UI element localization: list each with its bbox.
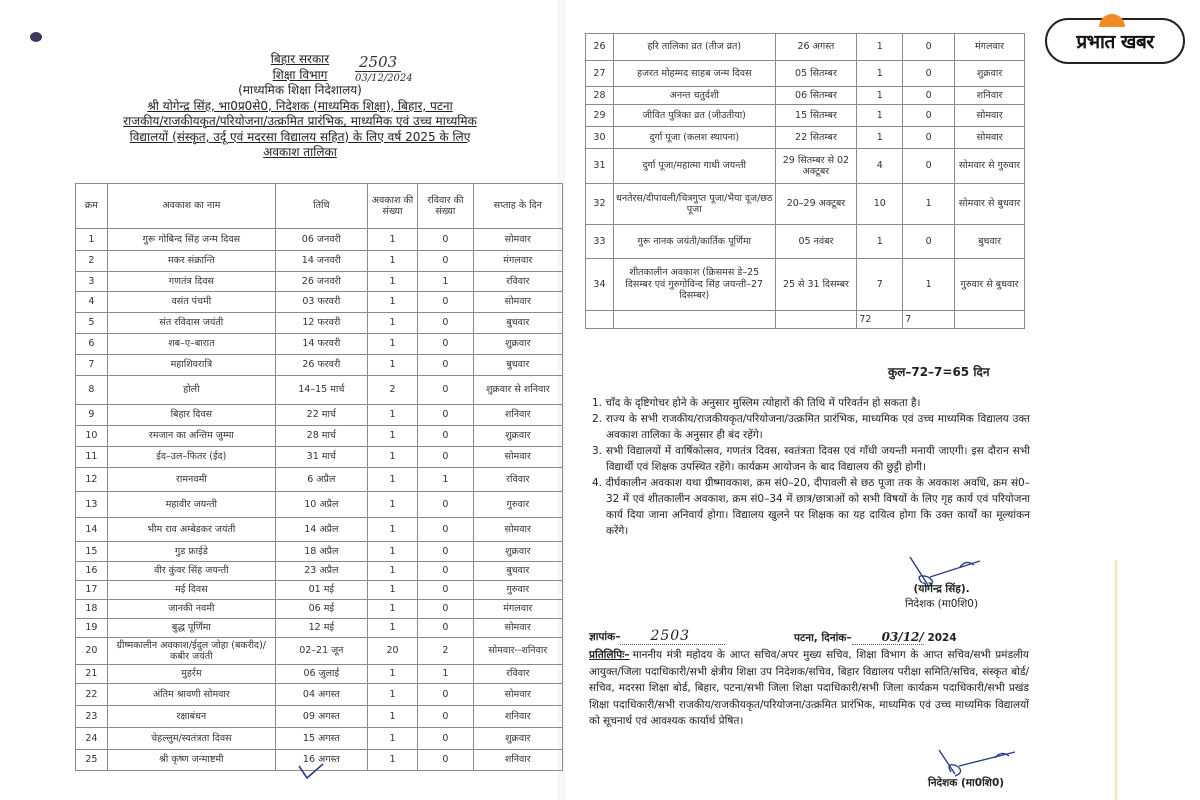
document-header	[60, 52, 540, 161]
holiday-name-cell: रक्षाबंधन	[107, 706, 275, 728]
holiday-name-cell: दुर्गा पूजा (कलश स्थापना)	[613, 127, 775, 149]
dispatch-line	[589, 628, 1029, 645]
holiday-name-cell: बुद्ध पूर्णिमा	[107, 619, 275, 638]
table-row	[586, 61, 1025, 87]
holiday-name-cell: हरि तालिका व्रत (तीज व्रत)	[613, 34, 775, 61]
col-header-holiday-count: अवकाश की संख्या	[367, 184, 418, 229]
paper-edge-line	[1115, 560, 1117, 800]
sunday-count-cell: 0	[903, 127, 955, 149]
holiday-count-cell: 1	[857, 87, 903, 105]
table-row	[76, 581, 563, 600]
serial-cell: 12	[76, 468, 108, 492]
weekday-cell: रविवार	[473, 272, 562, 292]
serial-cell: 33	[586, 225, 614, 259]
holiday-count-cell: 1	[367, 600, 418, 619]
table-row	[76, 376, 563, 405]
memo-date: 03/12/2024	[355, 73, 413, 84]
sunday-count-cell: 2	[418, 638, 473, 665]
holiday-name-cell: हजरत मोहम्मद साहब जन्म दिवस	[613, 61, 775, 87]
sunday-count-cell: 0	[418, 355, 473, 376]
table-row	[76, 638, 563, 665]
serial-cell: 24	[76, 728, 108, 750]
date-cell: 22 सितम्बर	[775, 127, 857, 149]
table-row	[586, 184, 1025, 225]
serial-cell: 32	[586, 184, 614, 225]
table-row	[586, 105, 1025, 127]
note-item: 1. चाँद के दृष्टिगोचर होने के अनुसार मुस्लिम त्योहारों की तिथि में परिवर्तन हो सकता है।	[592, 397, 921, 409]
serial-cell: 29	[586, 105, 614, 127]
date-cell: 14 जनवरी	[275, 251, 367, 272]
holiday-name-cell: श्री कृष्ण जन्माष्टमी	[107, 750, 275, 771]
table-row	[76, 492, 563, 518]
weekday-cell: बुधवार	[955, 225, 1025, 259]
serial-cell: 21	[76, 665, 108, 684]
date-cell: 29 सितम्बर से 02 अक्टूबर	[775, 149, 857, 184]
total-sundays: 7	[903, 311, 955, 329]
holiday-name-cell: चेहल्लुम/स्वतंत्रता दिवस	[107, 728, 275, 750]
table-row	[76, 334, 563, 355]
sunday-count-cell: 1	[418, 665, 473, 684]
weekday-cell: सोमवार	[473, 619, 562, 638]
date-cell: 26 फरवरी	[275, 355, 367, 376]
publisher-logo	[1045, 18, 1185, 64]
holiday-name-cell: मुहर्रम	[107, 665, 275, 684]
holiday-count-cell: 1	[367, 706, 418, 728]
table-header-row	[76, 184, 563, 229]
copy-to-label: प्रतिलिपिः–	[589, 649, 630, 661]
signatory-name: (योगेन्द्र सिंह).	[913, 583, 970, 595]
weekday-cell: बुधवार	[473, 562, 562, 581]
sunday-count-cell: 0	[903, 225, 955, 259]
holiday-name-cell: गुड फ्राईडे	[107, 542, 275, 562]
table-row	[76, 619, 563, 638]
serial-cell: 15	[76, 542, 108, 562]
weekday-cell: शनिवार	[955, 87, 1025, 105]
holiday-count-cell: 1	[367, 542, 418, 562]
copy-to-text: माननीय मंत्री महोदय के आप्त सचिव/अपर मुख्य सचिव, शिक्षा विभाग के आप्त सचिव/सभी प्रमंडलीय आयुक्त/जिला पदाधिकारी/सभी क्षेत्रीय शिक्षा उप निदेशक/सचिव, बिहार विद्यालय परीक्षा समिति/सचिव, संस्कृत बोर्ड/सचिव, मदरसा शिक्षा बोर्ड, बिहार, पटना/सभी जिला शिक्षा पदाधिकारी/सभी जिला कार्यक्रम पदाधिकारी/सभी प्रखंड शिक्षा पदाधिकारी/सभी राजकीय/राजकीयकृत/परियोजना/उत्क्रमित प्रारंभिक, माध्यमिक एवं उच्च माध्यमिक विद्यालयों को सूचनार्थ एवं आवश्यक कार्यार्थ प्रेषित।	[589, 649, 1029, 728]
table-row	[76, 292, 563, 313]
table-row	[586, 225, 1025, 259]
sunday-count-cell: 0	[903, 105, 955, 127]
table-row	[586, 149, 1025, 184]
sunday-count-cell: 0	[418, 447, 473, 468]
table-row	[76, 706, 563, 728]
holiday-count-cell: 1	[367, 251, 418, 272]
weekday-cell: गुरुवार	[473, 492, 562, 518]
date-cell: 16 अगस्त	[275, 750, 367, 771]
holiday-name-cell: बिहार दिवस	[107, 405, 275, 426]
holiday-count-cell: 1	[857, 34, 903, 61]
holiday-count-cell: 1	[367, 313, 418, 334]
sunday-count-cell: 0	[418, 518, 473, 542]
date-cell: 01 मई	[275, 581, 367, 600]
sunday-count-cell: 0	[418, 251, 473, 272]
serial-cell: 27	[586, 61, 614, 87]
weekday-cell: मंगलवार	[473, 600, 562, 619]
header-scope-line-1: राजकीय/राजकीयकृत/परियोजना/उत्क्रमित प्रारंभिक, माध्यमिक एवं उच्च माध्यमिक	[123, 114, 477, 128]
holiday-count-cell: 1	[367, 619, 418, 638]
holiday-name-cell: रमजान का अन्तिम जुम्मा	[107, 426, 275, 447]
date-cell: 12 फरवरी	[275, 313, 367, 334]
weekday-cell: गुरुवार	[473, 581, 562, 600]
holiday-count-cell: 1	[367, 355, 418, 376]
serial-cell: 7	[76, 355, 108, 376]
sunday-count-cell: 0	[418, 492, 473, 518]
table-row	[586, 87, 1025, 105]
col-header-date: तिथि	[275, 184, 367, 229]
holiday-count-cell: 1	[367, 426, 418, 447]
date-cell: 25 से 31 दिसम्बर	[775, 259, 857, 311]
holiday-name-cell: महाशिवरात्रि	[107, 355, 275, 376]
table-row	[76, 313, 563, 334]
holiday-count-cell: 1	[367, 292, 418, 313]
serial-cell: 1	[76, 229, 108, 251]
serial-cell: 2	[76, 251, 108, 272]
sunday-count-cell: 0	[418, 313, 473, 334]
sunday-count-cell: 0	[418, 405, 473, 426]
sunday-count-cell: 0	[418, 619, 473, 638]
weekday-cell: शुक्रवार	[473, 542, 562, 562]
date-cell: 6 अप्रैल	[275, 468, 367, 492]
holiday-count-cell: 10	[857, 184, 903, 225]
background-margin	[1048, 0, 1200, 800]
weekday-cell: सोमवार	[955, 105, 1025, 127]
weekday-cell: गुरुवार से बुधवार	[955, 259, 1025, 311]
holiday-name-cell: भीम राव अम्बेडकर जयंती	[107, 518, 275, 542]
serial-cell: 23	[76, 706, 108, 728]
date-cell: 03 फरवरी	[275, 292, 367, 313]
table-row	[586, 34, 1025, 61]
date-cell: 12 मई	[275, 619, 367, 638]
col-header-serial: क्रम	[76, 184, 108, 229]
sunday-count-cell: 0	[418, 706, 473, 728]
holiday-count-cell: 1	[367, 492, 418, 518]
table-row	[76, 728, 563, 750]
serial-cell: 3	[76, 272, 108, 292]
holiday-count-cell: 1	[367, 665, 418, 684]
sunday-count-cell: 0	[418, 334, 473, 355]
date-cell: 05 नवंबर	[775, 225, 857, 259]
serial-cell: 18	[76, 600, 108, 619]
header-department: शिक्षा विभाग	[272, 67, 328, 82]
weekday-cell: शनिवार	[473, 706, 562, 728]
sunday-count-cell: 0	[418, 562, 473, 581]
note-item: 3. सभी विद्यालयों में वार्षिकोत्सव, गणतंत्र दिवस, स्वतंत्रता दिवस एवं गाँधी जयन्ती मनायी जाएगी। इस दौरान सभी विद्यार्थी एवं शिक्षक उपस्थित रहेंगे। कार्यक्रम आयोजन के बाद विद्यालय की छुट्टी होगी।	[592, 445, 1030, 473]
holiday-table-part-2	[585, 33, 1025, 329]
sunday-count-cell: 0	[903, 87, 955, 105]
check-mark-icon	[295, 760, 325, 782]
holiday-name-cell: संत रविदास जयंती	[107, 313, 275, 334]
holiday-name-cell: ग्रीष्मकालीन अवकाश/ईदुल जोहा (बकरीद)/कबीर जयंती	[107, 638, 275, 665]
table-row	[76, 355, 563, 376]
sunday-count-cell: 0	[418, 581, 473, 600]
serial-cell: 9	[76, 405, 108, 426]
date-cell: 06 सितम्बर	[775, 87, 857, 105]
weekday-cell: शुक्रवार से शनिवार	[473, 376, 562, 405]
place-date-label: पटना, दिनांक–	[794, 632, 852, 644]
holiday-count-cell: 7	[857, 259, 903, 311]
serial-cell: 25	[76, 750, 108, 771]
note-item: 2. राज्य के सभी राजकीय/राजकीयकृत/परियोजना/उत्क्रमित प्रारंभिक, माध्यमिक एवं उच्च माध्यमिक विद्यालय उक्त अवकाश तालिका के अनुसार ही बंद रहेंगे।	[592, 413, 1030, 441]
copy-signatory-designation: निदेशक (मा0शि0)	[928, 777, 1005, 789]
holiday-table-part-1	[75, 183, 563, 771]
date-cell: 15 सितम्बर	[775, 105, 857, 127]
header-scope-line-2: विद्यालयों (संस्कृत, उर्दू एवं मदरसा विद्यालय सहित) के लिए वर्ष 2025 के लिए	[129, 129, 471, 144]
date-cell: 18 अप्रैल	[275, 542, 367, 562]
table-row	[76, 229, 563, 251]
holiday-count-cell: 2	[367, 376, 418, 405]
table-row	[76, 405, 563, 426]
header-issuer: श्री योगेन्द्र सिंह, भा0प्र0से0, निदेशक (माध्यमिक शिक्षा), बिहार, पटना	[147, 98, 453, 113]
serial-cell: 31	[586, 149, 614, 184]
date-cell: 28 मार्च	[275, 426, 367, 447]
table-row	[76, 251, 563, 272]
holiday-name-cell: होली	[107, 376, 275, 405]
serial-cell: 34	[586, 259, 614, 311]
weekday-cell: रविवार	[473, 468, 562, 492]
weekday-cell: बुधवार	[473, 355, 562, 376]
table-row	[76, 447, 563, 468]
holiday-name-cell: जीवित पुत्रिका व्रत (जीउतीया)	[613, 105, 775, 127]
total-holidays: 72	[857, 311, 903, 329]
note-item: 4. दीर्घकालीन अवकाश यथा ग्रीष्मावकाश, क्रम सं0–20, दीपावली से छठ पूजा तक के अवकाश अवधि, क्रम सं0–32 में एवं शीतकालीन अवकाश, क्रम सं0–34 में छात्र/छात्राओं को सभी विषयों के लिए गृह कार्य एवं परियोजना कार्य दिया जाना अनिवार्य होगा। विद्यालय खुलने पर शिक्षक का यह दायित्व होगा कि उक्त कार्यों का मूल्यांकन करेंगे।	[592, 477, 1030, 537]
date-cell: 20–29 अक्टूबर	[775, 184, 857, 225]
sunday-count-cell: 0	[418, 600, 473, 619]
handwritten-memo-number	[355, 52, 413, 84]
signatory-designation: निदेशक (मा0शि0)	[905, 598, 979, 610]
holiday-name-cell: रामनवमी	[107, 468, 275, 492]
weekday-cell: सोमवार से बुधवार	[955, 184, 1025, 225]
table-row	[76, 518, 563, 542]
holiday-count-cell: 1	[367, 684, 418, 706]
holiday-name-cell: अंतिम श्रावणी सोमवार	[107, 684, 275, 706]
table-row	[76, 468, 563, 492]
holiday-count-cell: 1	[367, 447, 418, 468]
holiday-count-cell: 1	[367, 272, 418, 292]
table-row	[76, 684, 563, 706]
col-header-holiday-name: अवकाश का नाम	[107, 184, 275, 229]
holiday-name-cell: महावीर जयन्ती	[107, 492, 275, 518]
serial-cell: 11	[76, 447, 108, 468]
sunday-count-cell: 0	[903, 34, 955, 61]
table-total-row	[586, 311, 1025, 329]
serial-cell: 22	[76, 684, 108, 706]
table-row	[76, 272, 563, 292]
document-title: अवकाश तालिका	[263, 145, 337, 159]
holiday-count-cell: 1	[857, 225, 903, 259]
date-cell: 09 अगस्त	[275, 706, 367, 728]
dispatch-label: ज्ञापांक–	[589, 631, 621, 643]
holiday-count-cell: 4	[857, 149, 903, 184]
holiday-name-cell: गुरू नानक जयंती/कार्तिक पूर्णिमा	[613, 225, 775, 259]
holiday-name-cell: जानकी नवमी	[107, 600, 275, 619]
weekday-cell: सोमवार	[955, 127, 1025, 149]
date-cell: 23 अप्रैल	[275, 562, 367, 581]
copy-to-section	[589, 647, 1029, 730]
dispatch-year: 2024	[927, 632, 957, 644]
weekday-cell: सोमवार	[473, 684, 562, 706]
holiday-name-cell: गणतंत्र दिवस	[107, 272, 275, 292]
weekday-cell: शुक्रवार	[473, 426, 562, 447]
date-cell: 05 सितम्बर	[775, 61, 857, 87]
serial-cell: 8	[76, 376, 108, 405]
holiday-count-cell: 1	[367, 750, 418, 771]
serial-cell: 14	[76, 518, 108, 542]
weekday-cell: शुक्रवार	[473, 728, 562, 750]
table-row	[586, 127, 1025, 149]
table-row	[76, 665, 563, 684]
weekday-cell: सोमवार	[473, 518, 562, 542]
date-cell: 02–21 जून	[275, 638, 367, 665]
date-cell: 14 अप्रैल	[275, 518, 367, 542]
sunday-count-cell: 0	[903, 149, 955, 184]
weekday-cell: सोमवार	[473, 229, 562, 251]
sunday-count-cell: 1	[903, 184, 955, 225]
holiday-name-cell: मकर संक्रान्ति	[107, 251, 275, 272]
weekday-cell: शुक्रवार	[473, 334, 562, 355]
serial-cell: 4	[76, 292, 108, 313]
publisher-logo-text: प्रभात खबर	[1076, 31, 1154, 53]
sunday-count-cell: 0	[418, 426, 473, 447]
notes-list	[590, 395, 1030, 539]
holiday-name-cell: वीर कुंवर सिंह जयन्ती	[107, 562, 275, 581]
table-row	[76, 600, 563, 619]
weekday-cell: शुक्रवार	[955, 61, 1025, 87]
date-cell: 10 अप्रैल	[275, 492, 367, 518]
weekday-cell: मंगलवार	[955, 34, 1025, 61]
holiday-count-cell: 1	[367, 229, 418, 251]
weekday-cell: शनिवार	[473, 750, 562, 771]
holiday-count-cell: 1	[367, 581, 418, 600]
holiday-name-cell: मई दिवस	[107, 581, 275, 600]
weekday-cell: सोमवार	[473, 447, 562, 468]
sunday-count-cell: 0	[418, 684, 473, 706]
holiday-count-cell: 1	[367, 334, 418, 355]
date-cell: 14 फरवरी	[275, 334, 367, 355]
holiday-count-cell: 1	[857, 61, 903, 87]
date-cell: 06 जनवरी	[275, 229, 367, 251]
sunday-count-cell: 0	[418, 376, 473, 405]
date-cell: 26 जनवरी	[275, 272, 367, 292]
sunday-count-cell: 0	[903, 61, 955, 87]
holiday-name-cell: वसंत पंचमी	[107, 292, 275, 313]
weekday-cell: सोमवार	[473, 292, 562, 313]
sunday-count-cell: 0	[418, 542, 473, 562]
sunday-count-cell: 0	[418, 229, 473, 251]
sunday-count-cell: 0	[418, 728, 473, 750]
date-cell: 22 मार्च	[275, 405, 367, 426]
dispatch-number: 2503	[620, 628, 725, 645]
holiday-count-cell: 1	[367, 468, 418, 492]
holiday-name-cell: गुरू गोबिन्द सिंह जन्म दिवस	[107, 229, 275, 251]
serial-cell: 13	[76, 492, 108, 518]
signature-block	[905, 582, 978, 612]
date-cell: 06 जुलाई	[275, 665, 367, 684]
date-cell: 04 अगस्त	[275, 684, 367, 706]
serial-cell: 5	[76, 313, 108, 334]
table-row	[586, 259, 1025, 311]
dispatch-date: 03/12/	[852, 630, 924, 645]
date-cell: 14–15 मार्च	[275, 376, 367, 405]
weekday-cell: मंगलवार	[473, 251, 562, 272]
header-directorate: (माध्यमिक शिक्षा निदेशालय)	[238, 83, 362, 97]
weekday-cell: रविवार	[473, 665, 562, 684]
sunday-count-cell: 1	[418, 468, 473, 492]
serial-cell: 26	[586, 34, 614, 61]
holiday-count-cell: 1	[367, 562, 418, 581]
serial-cell: 17	[76, 581, 108, 600]
col-header-sunday-count: रविवार की संख्या	[418, 184, 473, 229]
date-cell: 26 अगस्त	[775, 34, 857, 61]
sunday-count-cell: 1	[903, 259, 955, 311]
holiday-count-cell: 1	[857, 105, 903, 127]
weekday-cell: शनिवार	[473, 405, 562, 426]
holiday-count-cell: 1	[857, 127, 903, 149]
holiday-name-cell: शीतकालीन अवकाश (क्रिसमस डे–25 दिसम्बर एवं गुरुगोविन्द सिंह जयन्ती–27 दिसम्बर)	[613, 259, 775, 311]
holiday-name-cell: शब–ए–बारात	[107, 334, 275, 355]
dispatch-place-date	[794, 630, 957, 645]
serial-cell: 6	[76, 334, 108, 355]
col-header-weekday: सप्ताह के दिन	[473, 184, 562, 229]
sunday-count-cell: 0	[418, 292, 473, 313]
sunday-count-cell: 0	[418, 750, 473, 771]
table-row	[76, 542, 563, 562]
holiday-count-cell: 1	[367, 405, 418, 426]
net-total-days: कुल–72–7=65 दिन	[888, 365, 990, 379]
weekday-cell: बुधवार	[473, 313, 562, 334]
holiday-name-cell: ईद–उल–फितर (ईद)	[107, 447, 275, 468]
header-government: बिहार सरकार	[270, 52, 330, 66]
weekday-cell: सोमवार से गुरुवार	[955, 149, 1025, 184]
date-cell: 15 अगस्त	[275, 728, 367, 750]
holiday-count-cell: 1	[367, 728, 418, 750]
serial-cell: 28	[586, 87, 614, 105]
holiday-name-cell: अनन्त चतुर्दशी	[613, 87, 775, 105]
holiday-name-cell: दुर्गा पूजा/महात्मा गाधी जयन्ती	[613, 149, 775, 184]
holiday-count-cell: 20	[367, 638, 418, 665]
serial-cell: 10	[76, 426, 108, 447]
memo-number: 2503	[355, 53, 401, 72]
date-cell: 31 मार्च	[275, 447, 367, 468]
punch-hole-mark	[30, 32, 42, 42]
sunday-count-cell: 1	[418, 272, 473, 292]
serial-cell: 16	[76, 562, 108, 581]
serial-cell: 19	[76, 619, 108, 638]
table-row	[76, 426, 563, 447]
holiday-name-cell: धनतेरस/दीपावली/चित्रगुप्त पूजा/भैया दूज/छठ पूजा	[613, 184, 775, 225]
holiday-count-cell: 1	[367, 518, 418, 542]
serial-cell: 20	[76, 638, 108, 665]
table-row	[76, 562, 563, 581]
date-cell: 06 मई	[275, 600, 367, 619]
serial-cell: 30	[586, 127, 614, 149]
weekday-cell: सोमवार--शनिवार	[473, 638, 562, 665]
